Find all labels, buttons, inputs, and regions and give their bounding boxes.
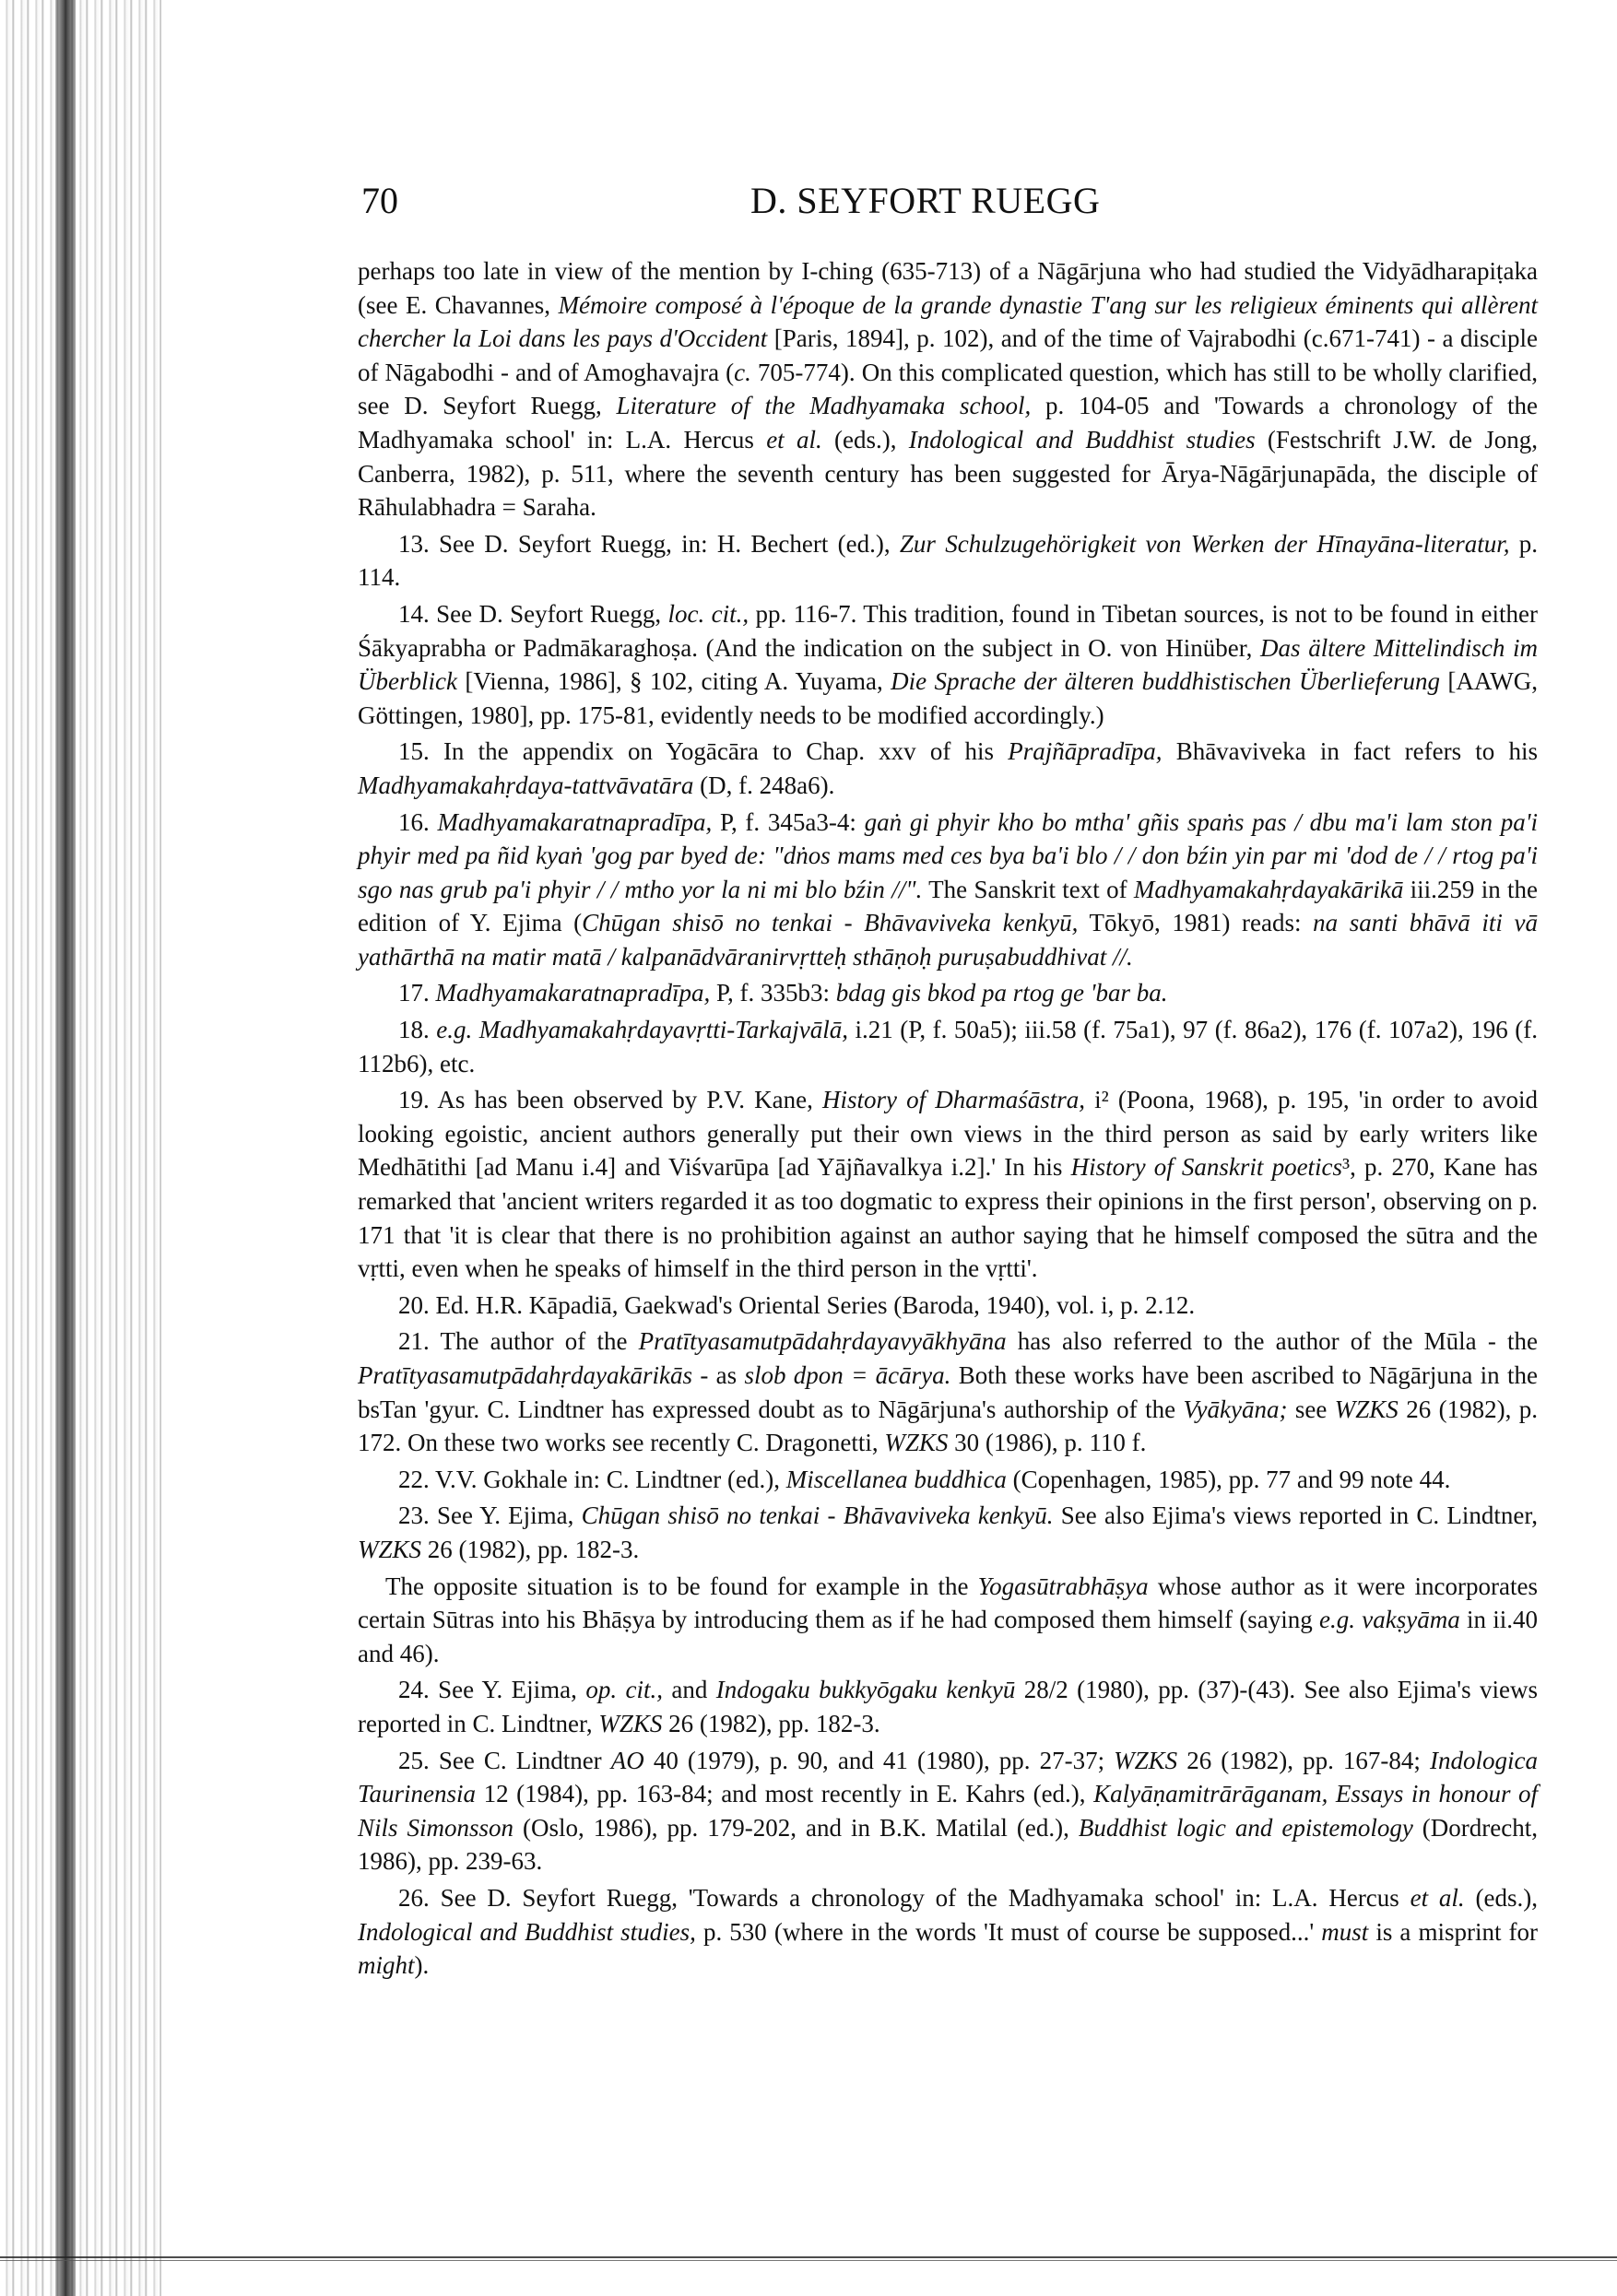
footnote-25	[358, 1744, 1538, 1878]
footnote-17	[358, 976, 1538, 1010]
footnote-13	[358, 527, 1538, 595]
footnote-text: 15. In the appendix on Yogācāra to Chap. xxv of his	[398, 737, 1009, 766]
footnote-text: [Vienna, 1986], § 102, citing A. Yuyama,	[456, 667, 891, 696]
footnote-text: bdag gis bkod pa rtog ge 'bar ba.	[835, 979, 1168, 1007]
footnote-text: - as	[691, 1361, 745, 1389]
footnote-23	[358, 1499, 1538, 1566]
footnote-text: WZKS	[1114, 1746, 1178, 1774]
footnote-text: History of Dharmaśāstra,	[821, 1086, 1085, 1114]
footnote-text: e.g. vakṣyāma	[1319, 1606, 1460, 1634]
footnote-text: e.g. Madhyamakahṛdayavṛtti-Tarkajvālā,	[436, 1016, 848, 1044]
footnote-text: perhaps too late in view of the mention by I-ching (635-713) of a Nāgārjuna who had studied the Vidyādharapiṭaka (see E. Chavannes,	[358, 257, 1538, 319]
footnote-cont-12	[358, 254, 1538, 524]
footnote-text: P, f. 335b3:	[710, 979, 836, 1007]
footnote-text: 26 (1982), pp. 182-3.	[662, 1709, 880, 1737]
footnote-text: c.	[734, 358, 751, 386]
footnote-text: 14. See D. Seyfort Ruegg,	[398, 599, 668, 628]
footnote-text: Bhāvaviveka in fact refers to his	[1162, 737, 1538, 766]
footnote-text: Mémoire composé à l'époque de la grande dynastie T'ang sur les religieux éminents qui allèrent chercher la Loi dans les pays d'Occident	[358, 290, 1538, 353]
footnote-text: na santi bhāvā iti vā yathārthā na matir matā / kalpanādvāranirvṛtteḥ sthāṇoḥ puruṣabuddhivat //.	[358, 909, 1539, 971]
footnote-text: p. 104-05 and 'Towards a chronology of the Madhyamaka school' in: L.A. Hercus	[358, 392, 1538, 453]
footnote-text: i.21 (P, f. 50a5); iii.58 (f. 75a1), 97 (f. 86a2), 176 (f. 107a2), 196 (f. 112b6), etc.	[358, 1016, 1539, 1077]
footnote-text: and	[662, 1676, 716, 1704]
footnote-text: Die Sprache der älteren buddhistischen Überlieferung	[891, 667, 1441, 696]
footnote-text: 40 (1979), p. 90, and 41 (1980), pp. 27-37;	[643, 1746, 1115, 1774]
footnote-text: [AAWG, Göttingen, 1980], pp. 175-81, evidently needs to be modified accordingly.)	[358, 667, 1538, 729]
binding-gutter	[55, 0, 76, 2296]
footnote-18	[358, 1013, 1538, 1080]
footnote-text: has also referred to the author of the Mūla - the	[1006, 1327, 1538, 1356]
footnote-text: 23. See Y. Ejima,	[398, 1501, 582, 1530]
footnote-text: Madhyamakahṛdaya-tattvāvatāra	[358, 771, 694, 799]
footnote-text: Das ältere Mittelindisch im Überblick	[358, 633, 1538, 696]
footnote-text: Vyākyāna;	[1183, 1395, 1288, 1423]
footnote-text: Buddhist logic and epistemology	[1078, 1813, 1413, 1842]
footnote-21	[358, 1325, 1538, 1459]
footnote-text: 26. See D. Seyfort Ruegg, 'Towards a chronology of the Madhyamaka school' in: L.A. Hercus	[398, 1883, 1410, 1912]
footnote-text: ).	[414, 1951, 430, 1980]
footnote-text: Kalyāṇamitrārāganam, Essays in honour of Nils Simonsson	[358, 1780, 1538, 1842]
footnote-text: The opposite situation is to be found for example in the	[385, 1572, 978, 1600]
footnote-text: 705-774). On this complicated question, which has still to be wholly clarified, see D. Seyfort Ruegg,	[358, 358, 1538, 420]
footnote-text: et al.	[1410, 1883, 1465, 1912]
footnote-text: WZKS	[884, 1429, 949, 1457]
footnote-text: 13. See D. Seyfort Ruegg, in: H. Bechert (ed.),	[398, 529, 900, 558]
footnote-text: Miscellanea buddhica	[785, 1465, 1007, 1493]
footnote-text: Indological and Buddhist studies	[908, 425, 1256, 453]
binding-shadow	[0, 0, 161, 2296]
footnote-14	[358, 597, 1538, 732]
endnotes-body	[358, 254, 1538, 1985]
footnote-text: 18.	[398, 1016, 437, 1044]
footnote-text: (eds.),	[1464, 1883, 1538, 1912]
footnote-text: op. cit.,	[585, 1676, 663, 1704]
footnote-text: (D, f. 248a6).	[693, 771, 835, 799]
footnote-15	[358, 735, 1538, 802]
footnote-text: see	[1287, 1395, 1335, 1423]
footnote-text: 19. As has been observed by P.V. Kane,	[398, 1086, 822, 1114]
footnote-text: AO	[610, 1746, 644, 1774]
footnote-text: 26 (1982), pp. 167-84;	[1177, 1746, 1430, 1774]
footnote-22	[358, 1463, 1538, 1497]
footnote-text: is a misprint for	[1368, 1917, 1539, 1946]
footnote-text: Literature of the Madhyamaka school,	[616, 392, 1032, 420]
footnote-text: p. 530 (where in the words 'It must of course be supposed...'	[695, 1917, 1322, 1946]
footnote-text: Prajñāpradīpa,	[1008, 737, 1163, 766]
footnote-text: loc. cit.,	[667, 599, 749, 628]
footnote-text: Madhyamakaratnapradīpa,	[435, 979, 711, 1007]
footnote-text: [Paris, 1894], p. 102), and of the time of Vajrabodhi (c.671-741) - a disciple of Nāgabodhi - and of Amoghavajra (	[358, 324, 1538, 386]
footnote-text: might	[358, 1951, 415, 1980]
footnote-text: 30 (1986), p. 110 f.	[948, 1429, 1147, 1457]
footnote-text: 21. The author of the	[398, 1327, 639, 1356]
footnote-text: P, f. 345a3-4:	[712, 807, 865, 836]
footnote-text: Pratītyasamutpādahṛdayavyākhyāna	[638, 1327, 1007, 1356]
footnote-text: ³, p. 270, Kane has remarked that 'ancient writers regarded it as too dogmatic to express their opinions in the first person', observing on p. 171 that 'it is clear that there is no prohibition against an author saying that he himself composed the sūtra and the vṛtti, even when he speaks of himself in the third person in the vṛtti'.	[358, 1153, 1538, 1283]
footnote-text: 12 (1984), pp. 163-84; and most recently in E. Kahrs (ed.),	[476, 1780, 1094, 1808]
footnote-text: must	[1321, 1917, 1369, 1946]
page-number: 70	[361, 180, 398, 221]
footnote-text: 20. Ed. H.R. Kāpadiā, Gaekwad's Oriental Series (Baroda, 1940), vol. i, p. 2.12.	[398, 1290, 1196, 1319]
footnote-text: p. 114.	[358, 529, 1538, 592]
footnote-text: slob dpon = ācārya.	[744, 1361, 951, 1389]
footnote-text: 16.	[398, 807, 438, 836]
footnote-19	[358, 1083, 1538, 1286]
footnote-text: 24. See Y. Ejima,	[398, 1676, 586, 1704]
page-header	[361, 179, 1560, 234]
footnote-text: The Sanskrit text of	[922, 875, 1134, 903]
footnote-text: pp. 116-7. This tradition, found in Tibetan sources, is not to be found in either Śākyaprabha or Padmākaraghoṣa. (And the indication on the subject in O. von Hinüber,	[358, 599, 1538, 662]
footnote-text: i² (Poona, 1968), p. 195, 'in order to avoid looking egoistic, ancient authors generally put their own views in the third person as said by early writers like Medhātithi [ad Manu i.4] and Viśvarūpa [ad Yājñavalkya i.2].' In his	[358, 1086, 1538, 1182]
footnote-text: Madhyamakahṛdayakārikā	[1133, 875, 1404, 903]
footnote-text: (Oslo, 1986), pp. 179-202, and in B.K. Matilal (ed.),	[513, 1813, 1079, 1842]
footnote-text: et al.	[766, 425, 822, 453]
footnote-26	[358, 1881, 1538, 1983]
footnote-text: Madhyamakaratnapradīpa,	[437, 807, 713, 836]
footnote-text: WZKS	[358, 1535, 422, 1563]
footnote-text: iii.259 in the edition of Y. Ejima (	[358, 875, 1539, 937]
footnote-text: 26 (1982), p. 172. On these two works see recently C. Dragonetti,	[358, 1395, 1538, 1457]
footnote-text: 17.	[398, 979, 436, 1007]
footnote-text: (Dordrecht, 1986), pp. 239-63.	[358, 1813, 1538, 1876]
footnote-text: WZKS	[1334, 1395, 1399, 1423]
footnote-text: Both these works have been ascribed to Nāgārjuna in the bsTan 'gyur. C. Lindtner has expressed doubt as to Nāgārjuna's authorship of the	[358, 1361, 1538, 1423]
footnote-24	[358, 1673, 1538, 1740]
footnote-text: Tōkyō, 1981) reads:	[1078, 909, 1314, 937]
footnote-text: 28/2 (1980), pp. (37)-(43). See also Ejima's views reported in C. Lindtner,	[358, 1676, 1539, 1737]
footnote-text: (Copenhagen, 1985), pp. 77 and 99 note 44.	[1006, 1465, 1451, 1493]
footnote-text: Indological and Buddhist studies,	[358, 1917, 696, 1946]
footnote-text: Zur Schulzugehörigkeit von Werken der Hīnayāna-literatur,	[899, 529, 1510, 558]
footnote-text: (Festschrift J.W. de Jong, Canberra, 1982), p. 511, where the seventh century has been suggested for Ārya-Nāgārjunapāda, the disciple of Rāhulabhadra = Saraha.	[358, 425, 1538, 522]
running-head: D. SEYFORT RUEGG	[750, 180, 1101, 221]
footnote-text: whose author as it were incorporates certain Sūtras into his Bhāṣya by introducing them as if he had composed them himself (saying	[358, 1572, 1538, 1634]
footnote-23b	[358, 1570, 1538, 1671]
footnote-text: Yogasūtrabhāṣya	[977, 1572, 1149, 1600]
footnote-text: Pratītyasamutpādahṛdayakārikās	[358, 1361, 692, 1389]
footnote-text: 26 (1982), pp. 182-3.	[421, 1535, 640, 1563]
footnote-text: History of Sanskrit poetics	[1070, 1153, 1343, 1182]
footnote-text: See also Ejima's views reported in C. Lindtner,	[1053, 1501, 1538, 1530]
footnote-text: Indogaku bukkyōgaku kenkyū	[715, 1676, 1016, 1704]
footnote-text: 22. V.V. Gokhale in: C. Lindtner (ed.),	[398, 1465, 786, 1493]
footnote-text: gaṅ gi phyir kho bo mtha' gñis spaṅs pas / dbu ma'i lam ston pa'i phyir med pa ñid kyaṅ 'gog par byed de: "dṅos mams med ces bya ba'i blo / / don bźin yin par mi 'dod de / / rtog pa'i sgo nas grub pa'i phyir / / mtho yor la ni mi blo bźin //".	[358, 807, 1539, 903]
footnote-16	[358, 806, 1538, 974]
footnote-text: Chūgan shisō no tenkai - Bhāvaviveka kenkyū.	[581, 1501, 1054, 1530]
footnote-text: 25. See C. Lindtner	[398, 1746, 611, 1774]
bottom-scan-rule	[0, 2256, 1617, 2262]
footnote-text: Chūgan shisō no tenkai - Bhāvaviveka kenkyū,	[582, 909, 1079, 937]
footnote-text: Indologica Taurinensia	[358, 1746, 1538, 1808]
footnote-text: in ii.40 and 46).	[358, 1606, 1538, 1667]
footnote-text: WZKS	[598, 1709, 663, 1737]
footnote-20	[358, 1289, 1538, 1323]
footnote-text: (eds.),	[821, 425, 909, 453]
